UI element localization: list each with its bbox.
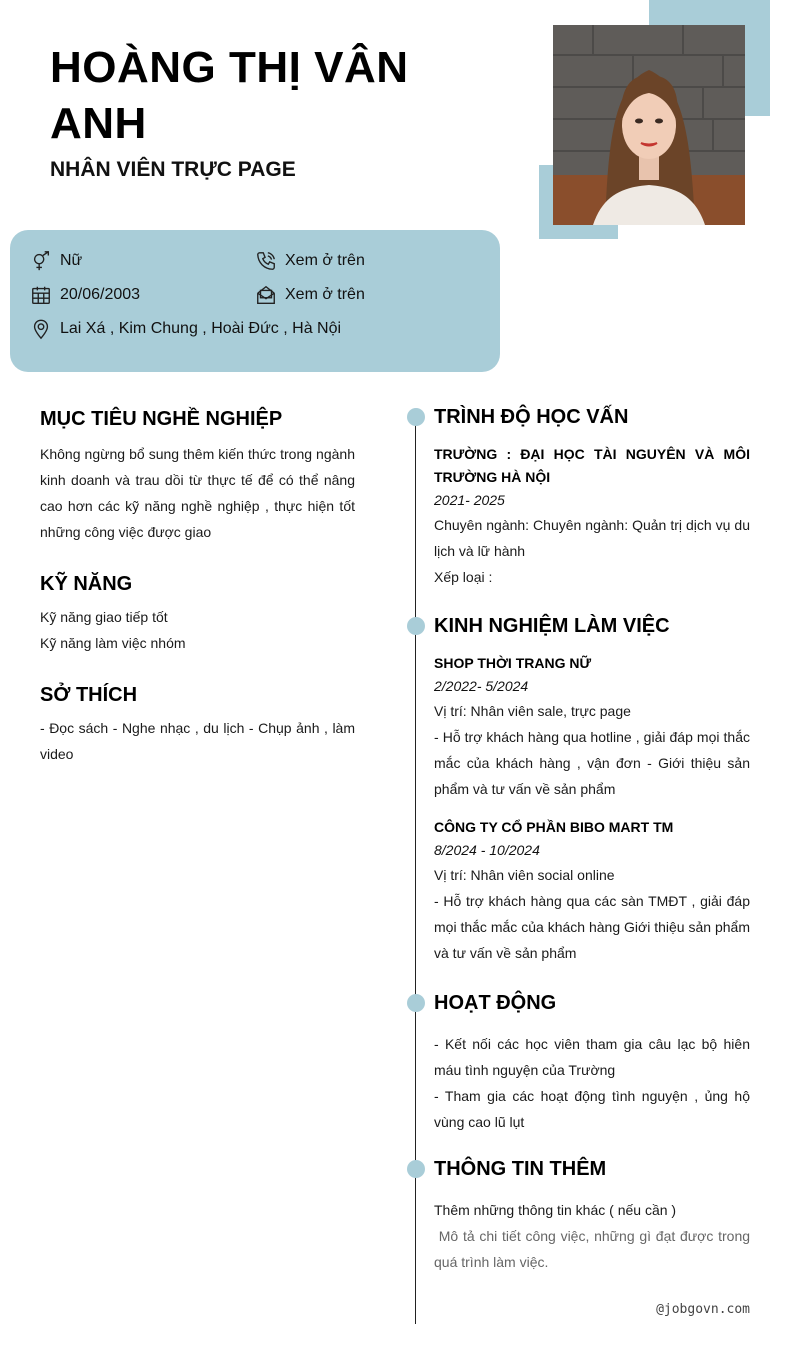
activities-section — [434, 989, 750, 1135]
job-period: 2/2022- 5/2024 — [434, 678, 529, 694]
education-major: Chuyên ngành: Chuyên ngành: Quản trị dịch vụ du lịch và lữ hành — [434, 517, 750, 559]
additional-info-line: Thêm những thông tin khác ( nếu cần ) — [434, 1202, 677, 1218]
activity-item: - Kết nối các học viên tham gia câu lạc bộ hiên máu tình nguyện của Trường — [434, 1036, 750, 1078]
company-name: SHOP THỜI TRANG NỮ — [434, 655, 592, 671]
education-grade: Xếp loại : — [434, 569, 493, 585]
activity-item: - Tham gia các hoạt động tình nguyện , ủng hộ vùng cao lũ lụt — [434, 1088, 750, 1130]
job-entry — [434, 816, 750, 966]
additional-info-description: Mô tả chi tiết công việc, những gì đạt được trong quá trình làm việc. — [434, 1228, 754, 1270]
job-position: Vị trí: Nhân viên sale, trực page — [434, 703, 631, 719]
skills-section — [40, 570, 355, 656]
timeline-dot — [407, 1160, 425, 1178]
gender-value: Nữ — [60, 252, 83, 269]
hobbies-title: SỞ THÍCH — [40, 684, 138, 706]
job-description: - Hỗ trợ khách hàng qua hotline , giải đáp mọi thắc mắc của khách hàng , vận đơn - Giới thiệu sản phẩm và tư vấn về sản phẩm — [434, 729, 750, 797]
contact-info-box — [10, 230, 500, 372]
hobbies-text: - Đọc sách - Nghe nhạc , du lịch - Chụp ảnh , làm video — [40, 720, 355, 762]
candidate-name: HOÀNG THỊ VÂN ANH — [50, 43, 409, 148]
left-column — [40, 405, 355, 767]
skill-item: Kỹ năng giao tiếp tốt — [40, 609, 168, 625]
gender-item — [30, 250, 82, 272]
location-icon — [30, 318, 52, 340]
phone-icon — [255, 250, 277, 272]
skill-item: Kỹ năng làm việc nhóm — [40, 635, 186, 651]
timeline-dot — [407, 408, 425, 426]
education-title: TRÌNH ĐỘ HỌC VẤN — [434, 406, 629, 428]
watermark: @jobgovn.com — [656, 1302, 750, 1317]
mail-icon — [255, 284, 277, 306]
job-description: - Hỗ trợ khách hàng qua các sàn TMĐT , giải đáp mọi thắc mắc của khách hàng Giới thiệu sản phẩm và tư vấn về sản phẩm — [434, 893, 750, 961]
timeline-dot — [407, 994, 425, 1012]
phone-value: Xem ở trên — [285, 252, 365, 269]
gender-icon — [30, 250, 52, 272]
job-period: 8/2024 - 10/2024 — [434, 842, 540, 858]
education-section — [434, 403, 750, 590]
birthday-value: 20/06/2003 — [60, 286, 141, 303]
timeline-dot — [407, 617, 425, 635]
activities-title: HOẠT ĐỘNG — [434, 992, 557, 1014]
additional-info-title: THÔNG TIN THÊM — [434, 1158, 607, 1180]
school-name: TRƯỜNG : ĐẠI HỌC TÀI NGUYÊN VÀ MÔI TRƯỜNG HÀ NỘI — [434, 446, 750, 485]
birthday-item — [30, 284, 140, 306]
objective-section — [40, 405, 355, 545]
address-item — [30, 318, 341, 340]
education-period: 2021- 2025 — [434, 492, 505, 508]
job-position: Vị trí: Nhân viên social online — [434, 867, 615, 883]
address-value: Lai Xá , Kim Chung , Hoài Đức , Hà Nội — [60, 320, 342, 337]
skills-title: KỸ NĂNG — [40, 573, 133, 595]
email-value: Xem ở trên — [285, 286, 365, 303]
company-name: CÔNG TY CỔ PHẦN BIBO MART TM — [434, 819, 674, 835]
objective-text: Không ngừng bổ sung thêm kiến thức trong ngành kinh doanh và trau dồi từ thực tế để có thể nâng cao hơn các kỹ năng nghề nghiệp , thực hiện tốt những công việc được giao — [40, 446, 355, 540]
experience-section — [434, 612, 750, 966]
additional-info-section — [434, 1155, 754, 1275]
job-entry — [434, 652, 750, 802]
email-item — [255, 284, 365, 306]
phone-item — [255, 250, 365, 272]
hobbies-section — [40, 681, 355, 767]
calendar-icon — [30, 284, 52, 306]
job-title: NHÂN VIÊN TRỰC PAGE — [50, 158, 296, 181]
experience-title: KINH NGHIỆM LÀM VIỆC — [434, 615, 670, 637]
objective-title: MỤC TIÊU NGHỀ NGHIỆP — [40, 408, 283, 430]
timeline-line — [415, 412, 416, 1324]
profile-photo — [553, 25, 745, 225]
